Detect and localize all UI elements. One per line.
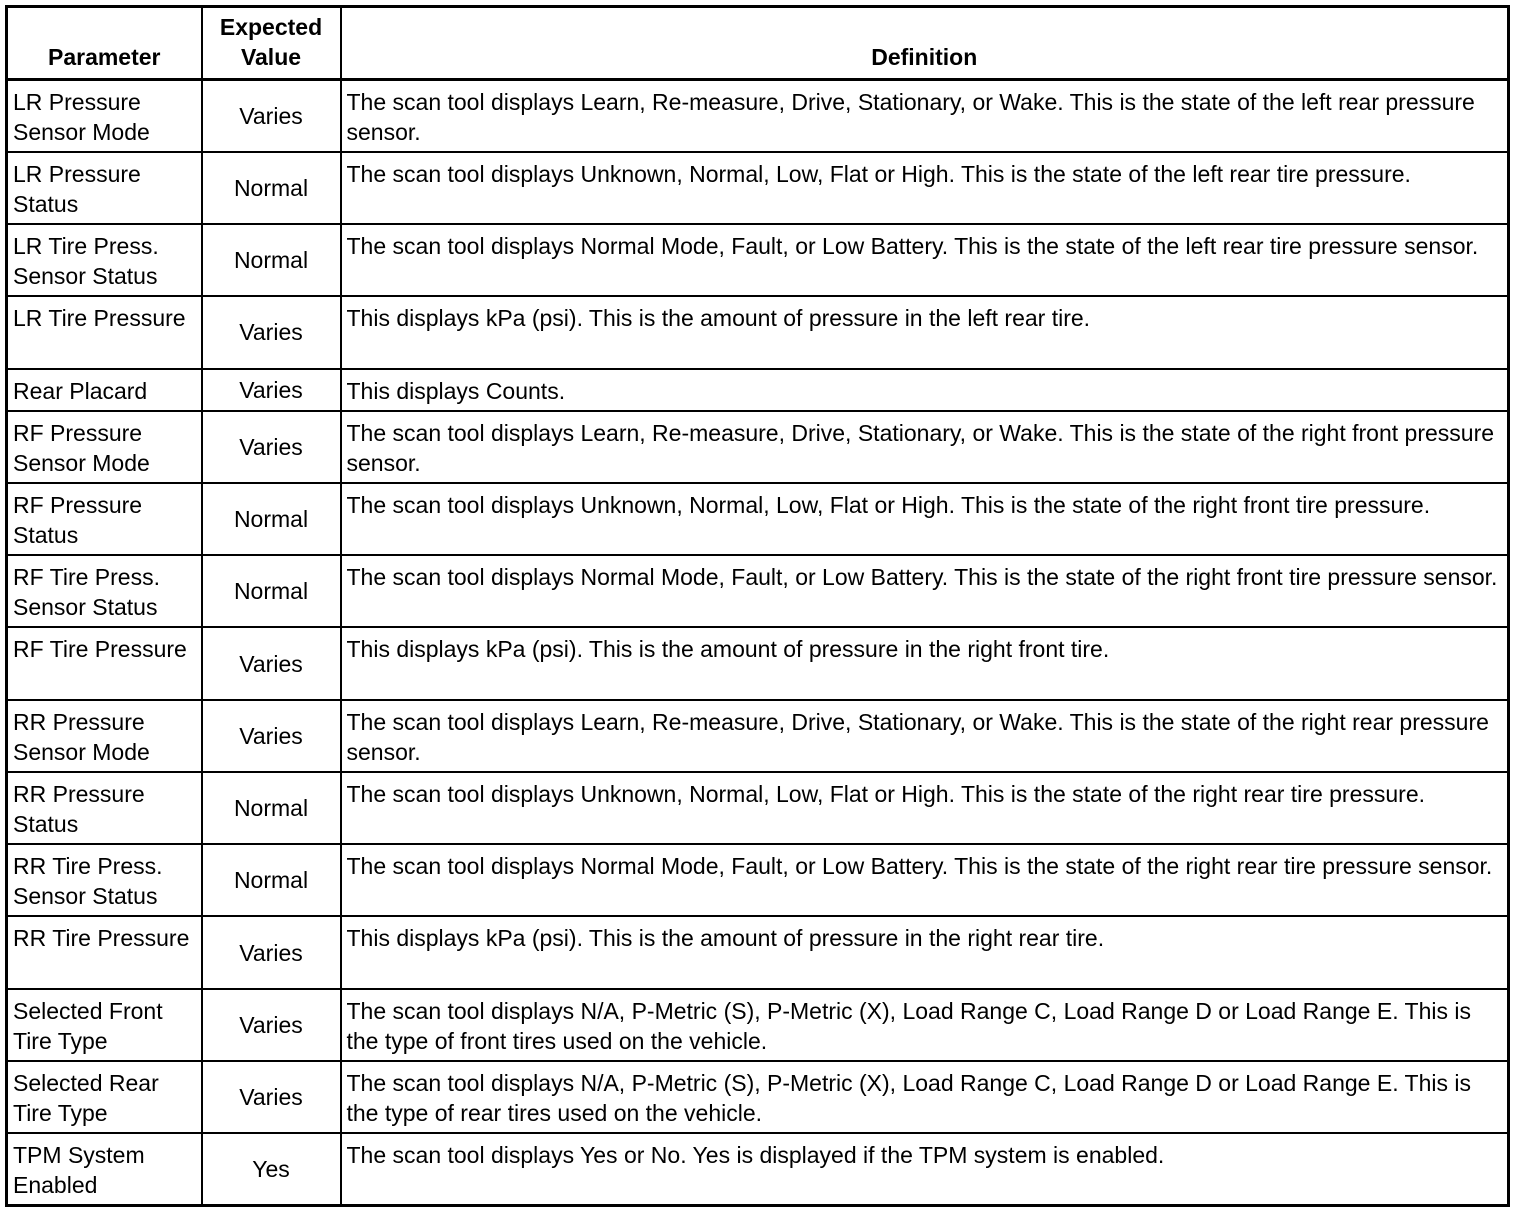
expected-value-cell: Varies xyxy=(202,1061,341,1133)
parameter-header: Parameter xyxy=(7,7,202,80)
definition-cell: This displays kPa (psi). This is the amount of pressure in the right rear tire. xyxy=(341,916,1509,988)
table-row xyxy=(7,844,1509,916)
table-row xyxy=(7,296,1509,368)
expected-value-cell: Normal xyxy=(202,483,341,555)
expected-value-cell: Normal xyxy=(202,152,341,224)
expected-value-cell: Varies xyxy=(202,296,341,368)
table-row xyxy=(7,152,1509,224)
definition-cell: The scan tool displays Unknown, Normal, Low, Flat or High. This is the state of the right front tire pressure. xyxy=(341,483,1509,555)
expected-value-cell: Varies xyxy=(202,989,341,1061)
table-row xyxy=(7,483,1509,555)
expected-value-cell: Normal xyxy=(202,844,341,916)
expected-value-header xyxy=(202,7,341,80)
definition-cell: The scan tool displays N/A, P-Metric (S), P-Metric (X), Load Range C, Load Range D or Load Range E. This is the type of rear tires used on the vehicle. xyxy=(341,1061,1509,1133)
definition-cell: The scan tool displays Normal Mode, Fault, or Low Battery. This is the state of the left rear tire pressure sensor. xyxy=(341,224,1509,296)
parameter-table xyxy=(5,5,1510,1207)
parameter-cell: RF Pressure Sensor Mode xyxy=(7,411,202,483)
parameter-cell: RR Tire Press. Sensor Status xyxy=(7,844,202,916)
parameter-cell: Rear Placard xyxy=(7,369,202,411)
table-row xyxy=(7,1061,1509,1133)
expected-value-cell: Normal xyxy=(202,224,341,296)
table-row xyxy=(7,772,1509,844)
definition-cell: This displays Counts. xyxy=(341,369,1509,411)
parameter-cell: Selected Rear Tire Type xyxy=(7,1061,202,1133)
parameter-cell: RR Tire Pressure xyxy=(7,916,202,988)
definition-cell: The scan tool displays Normal Mode, Fault, or Low Battery. This is the state of the right rear tire pressure sensor. xyxy=(341,844,1509,916)
expected-value-cell: Normal xyxy=(202,555,341,627)
expected-value-cell: Varies xyxy=(202,700,341,772)
definition-cell: The scan tool displays Learn, Re-measure, Drive, Stationary, or Wake. This is the state of the left rear pressure sensor. xyxy=(341,80,1509,152)
definition-cell: The scan tool displays N/A, P-Metric (S), P-Metric (X), Load Range C, Load Range D or Load Range E. This is the type of front tires used on the vehicle. xyxy=(341,989,1509,1061)
expected-value-cell: Varies xyxy=(202,916,341,988)
parameter-cell: RF Pressure Status xyxy=(7,483,202,555)
parameter-cell: RF Tire Press. Sensor Status xyxy=(7,555,202,627)
expected-header-line1: Expected xyxy=(219,14,323,40)
expected-value-cell: Varies xyxy=(202,411,341,483)
expected-value-cell: Varies xyxy=(202,369,341,411)
header-row xyxy=(7,7,1509,80)
definition-cell: This displays kPa (psi). This is the amount of pressure in the right front tire. xyxy=(341,627,1509,699)
table-body xyxy=(7,80,1509,1206)
table-row xyxy=(7,989,1509,1061)
definition-cell: The scan tool displays Learn, Re-measure, Drive, Stationary, or Wake. This is the state of the right rear pressure sensor. xyxy=(341,700,1509,772)
parameter-cell: LR Tire Pressure xyxy=(7,296,202,368)
definition-cell: The scan tool displays Learn, Re-measure, Drive, Stationary, or Wake. This is the state of the right front pressure sensor. xyxy=(341,411,1509,483)
table-row xyxy=(7,627,1509,699)
parameter-cell: LR Pressure Status xyxy=(7,152,202,224)
parameter-cell: RR Pressure Status xyxy=(7,772,202,844)
expected-header-line2: Value xyxy=(240,44,302,70)
table-row xyxy=(7,80,1509,152)
definition-header: Definition xyxy=(341,7,1509,80)
table-row xyxy=(7,411,1509,483)
parameter-cell: LR Tire Press. Sensor Status xyxy=(7,224,202,296)
expected-value-cell: Normal xyxy=(202,772,341,844)
definition-cell: This displays kPa (psi). This is the amount of pressure in the left rear tire. xyxy=(341,296,1509,368)
table-row xyxy=(7,369,1509,411)
definition-cell: The scan tool displays Unknown, Normal, Low, Flat or High. This is the state of the left rear tire pressure. xyxy=(341,152,1509,224)
table-row xyxy=(7,916,1509,988)
definition-cell: The scan tool displays Normal Mode, Fault, or Low Battery. This is the state of the right front tire pressure sensor. xyxy=(341,555,1509,627)
table-row xyxy=(7,555,1509,627)
parameter-cell: RF Tire Pressure xyxy=(7,627,202,699)
table-row xyxy=(7,224,1509,296)
definition-cell: The scan tool displays Yes or No. Yes is displayed if the TPM system is enabled. xyxy=(341,1133,1509,1205)
parameter-cell: LR Pressure Sensor Mode xyxy=(7,80,202,152)
parameter-cell: RR Pressure Sensor Mode xyxy=(7,700,202,772)
expected-value-cell: Yes xyxy=(202,1133,341,1205)
definition-cell: The scan tool displays Unknown, Normal, Low, Flat or High. This is the state of the right rear tire pressure. xyxy=(341,772,1509,844)
parameter-cell: TPM System Enabled xyxy=(7,1133,202,1205)
expected-value-cell: Varies xyxy=(202,80,341,152)
expected-value-cell: Varies xyxy=(202,627,341,699)
table-row xyxy=(7,1133,1509,1205)
table-row xyxy=(7,700,1509,772)
parameter-cell: Selected Front Tire Type xyxy=(7,989,202,1061)
